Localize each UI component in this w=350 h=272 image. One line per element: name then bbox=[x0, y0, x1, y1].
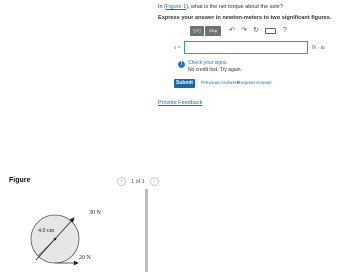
figure-link[interactable]: Figure 1 bbox=[165, 4, 187, 10]
figure-pager bbox=[117, 177, 159, 186]
question-suffix: ), what is the net torque about the axle? bbox=[186, 4, 283, 10]
info-icon: ! bbox=[178, 61, 185, 68]
torque-figure bbox=[0, 189, 145, 272]
prev-figure-button[interactable]: ‹ bbox=[117, 177, 126, 186]
radius-label: 4.0 cm bbox=[38, 228, 55, 234]
symbols-button[interactable]: ΑΣφ bbox=[205, 26, 221, 36]
answer-label: τ = bbox=[174, 45, 181, 51]
force-label-top: 30 N bbox=[89, 210, 101, 216]
force-label-bottom: 20 N bbox=[79, 255, 91, 261]
feedback-message: No credit lost. Try again. bbox=[188, 66, 242, 73]
answer-input[interactable] bbox=[184, 41, 308, 54]
answer-instruction: Express your answer in newton-meters to two significant figures. bbox=[158, 15, 332, 21]
pager-text: 1 of 1 bbox=[131, 178, 145, 185]
feedback-box bbox=[178, 60, 242, 73]
answer-unit: N · m bbox=[312, 45, 325, 51]
submit-button[interactable]: Submit bbox=[174, 79, 195, 88]
reset-icon[interactable]: ↻ bbox=[253, 27, 259, 34]
undo-icon[interactable]: ↶ bbox=[229, 27, 235, 34]
redo-icon[interactable]: ↷ bbox=[241, 27, 247, 34]
question-text bbox=[158, 4, 283, 10]
next-figure-button[interactable]: › bbox=[150, 177, 159, 186]
figure-title: Figure bbox=[9, 177, 31, 184]
keyboard-icon[interactable] bbox=[265, 28, 276, 34]
figure-scrollbar-thumb[interactable] bbox=[145, 189, 148, 272]
feedback-title: Check your signs. bbox=[188, 60, 228, 66]
templates-button[interactable]: ▯√▯ bbox=[190, 26, 204, 36]
help-icon[interactable]: ? bbox=[283, 27, 287, 34]
provide-feedback-link[interactable]: Provide Feedback bbox=[158, 100, 203, 106]
math-toolbar bbox=[190, 26, 291, 36]
request-answer-link[interactable]: Request Answer bbox=[237, 81, 272, 86]
question-prefix: In ( bbox=[158, 4, 166, 10]
previous-answers-link[interactable]: Previous Answers bbox=[201, 81, 240, 86]
